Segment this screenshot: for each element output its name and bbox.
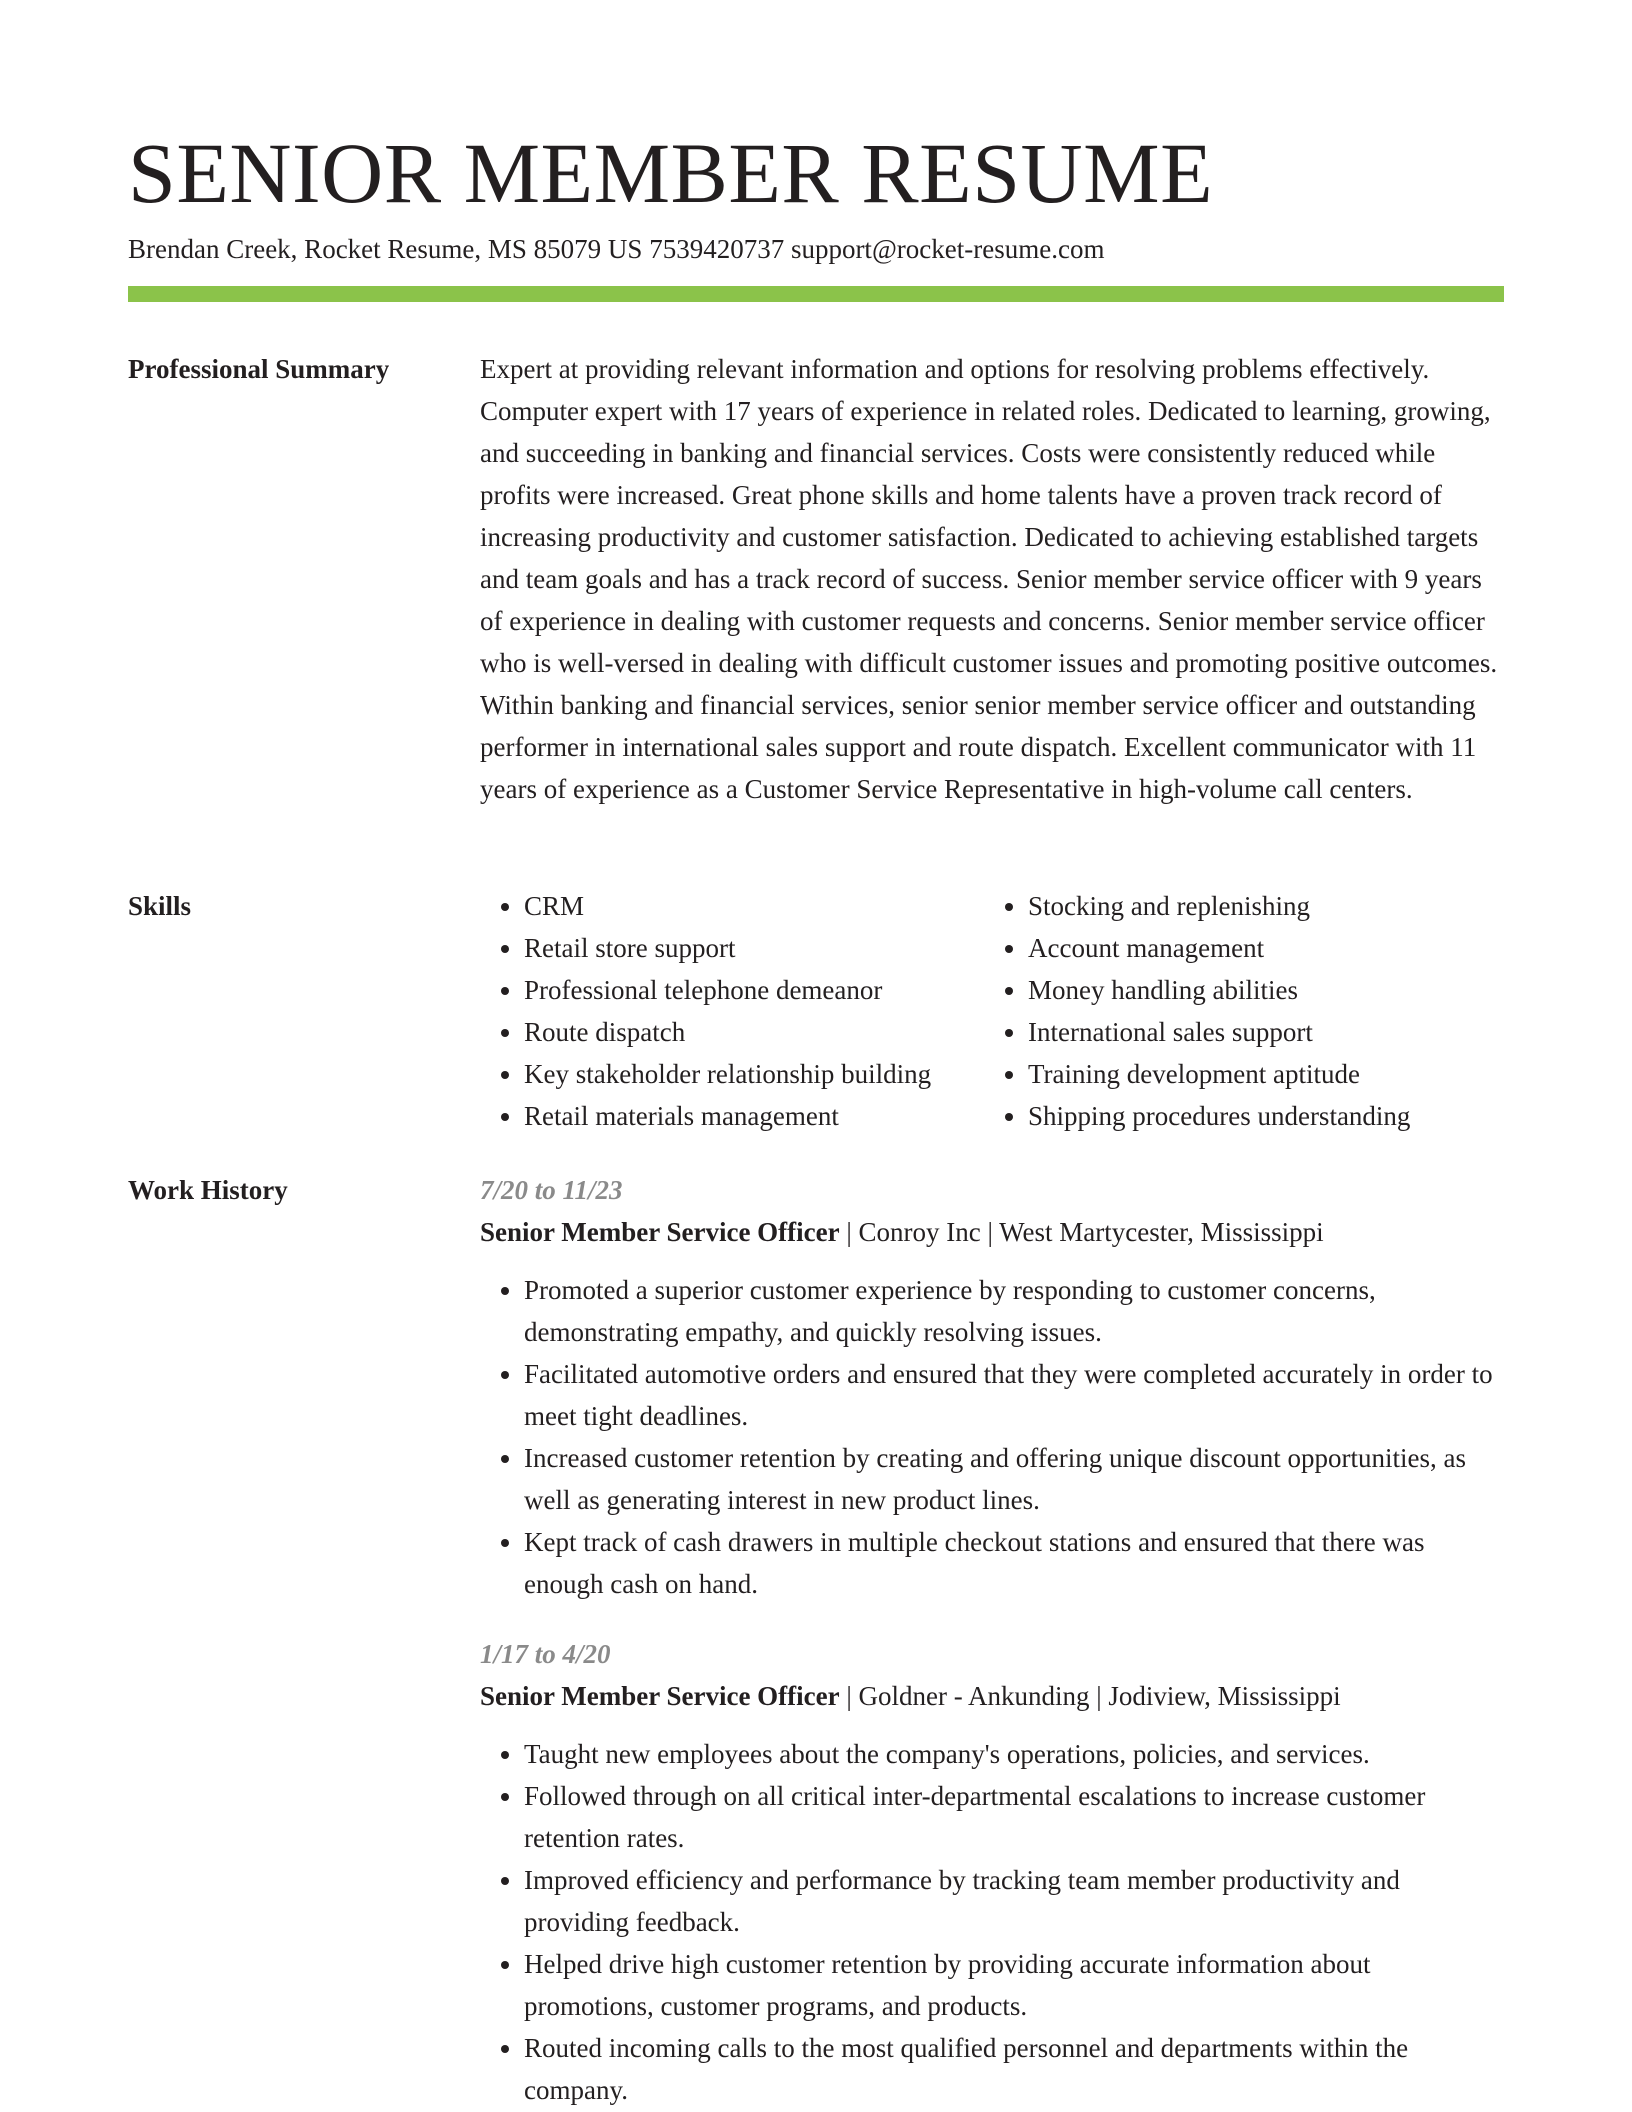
skills-column-2: [984, 885, 1488, 1137]
job-entry: [480, 1633, 1504, 2111]
job-dates: 1/17 to 4/20: [480, 1639, 611, 1669]
summary-body: [480, 348, 1504, 810]
contact-line: [128, 230, 1104, 268]
contact-email: support@rocket-resume.com: [790, 234, 1105, 264]
job-dates: 7/20 to 11/23: [480, 1175, 623, 1205]
job-bullet: • Taught new employees about the company's operations, policies, and services.: [524, 1733, 1504, 1775]
skill-item: • Money handling abilities: [1028, 969, 1488, 1011]
skill-item: • Retail store support: [524, 927, 984, 969]
header-divider: [128, 286, 1504, 302]
job-bullet: • Improved efficiency and performance by tracking team member productivity and providing feedback.: [524, 1859, 1504, 1943]
skill-item: • Key stakeholder relationship building: [524, 1053, 984, 1095]
job-company: | Conroy Inc: [840, 1217, 981, 1247]
contact-phone: 7539420737: [649, 234, 785, 264]
job-bullet: • Kept track of cash drawers in multiple checkout stations and ensured that there was enough cash on hand.: [524, 1521, 1504, 1605]
summary-text: Expert at providing relevant information and options for resolving problems effectively. Computer expert with 17 years of experience in related roles. Dedicated to learning, growing, and succeeding in banking and financial services. Costs were consistently reduced while profits were increased. Great phone skills and home talents have a proven track record of increasing productivity and customer satisfaction. Dedicated to achieving established targets and team goals and has a track record of success. Senior member service officer with 9 years of experience in dealing with customer requests and concerns. Senior member service officer who is well-versed in dealing with difficult customer issues and promoting positive outcomes. Within banking and financial services, senior senior member service officer and outstanding performer in international sales support and route dispatch. Excellent communicator with 11 years of experience as a Customer Service Representative in high-volume call centers.: [480, 354, 1498, 804]
skill-item: • Shipping procedures understanding: [1028, 1095, 1488, 1137]
job-bullet: • Increased customer retention by creating and offering unique discount opportunities, as well as generating interest in new product lines.: [524, 1437, 1504, 1521]
job-entry: [480, 1169, 1504, 1605]
skill-item: • Training development aptitude: [1028, 1053, 1488, 1095]
skills-body: [480, 885, 1504, 1137]
skill-item: • CRM: [524, 885, 984, 927]
job-header: [480, 1675, 1504, 1717]
job-bullet: • Followed through on all critical inter-departmental escalations to increase customer retention rates.: [524, 1775, 1504, 1859]
job-role: Senior Member Service Officer: [480, 1217, 840, 1247]
job-location: | West Martycester, Mississippi: [981, 1217, 1324, 1247]
job-company: | Goldner - Ankunding: [840, 1681, 1090, 1711]
skill-item: • Account management: [1028, 927, 1488, 969]
skill-item: • Professional telephone demeanor: [524, 969, 984, 1011]
skill-item: • Route dispatch: [524, 1011, 984, 1053]
job-bullet: • Routed incoming calls to the most qualified personnel and departments within the company.: [524, 2027, 1504, 2111]
contact-address: Brendan Creek, Rocket Resume, MS 85079 US: [128, 234, 643, 264]
job-bullets: [480, 1269, 1504, 1605]
job-location: | Jodiview, Mississippi: [1090, 1681, 1341, 1711]
job-bullet: • Facilitated automotive orders and ensured that they were completed accurately in order to meet tight deadlines.: [524, 1353, 1504, 1437]
summary-heading: Professional Summary: [128, 354, 390, 384]
job-bullets: [480, 1733, 1504, 2111]
work-history-heading: Work History: [128, 1175, 288, 1205]
work-history-body: [480, 1169, 1504, 2111]
resume-title: SENIOR MEMBER RESUME: [128, 125, 1214, 221]
skills-column-1: [480, 885, 984, 1137]
job-role: Senior Member Service Officer: [480, 1681, 840, 1711]
skills-heading: Skills: [128, 891, 192, 921]
skill-item: • International sales support: [1028, 1011, 1488, 1053]
job-bullet: • Helped drive high customer retention by providing accurate information about promotions, customer programs, and products.: [524, 1943, 1504, 2027]
job-bullet: • Promoted a superior customer experience by responding to customer concerns, demonstrating empathy, and quickly resolving issues.: [524, 1269, 1504, 1353]
job-header: [480, 1211, 1504, 1253]
skill-item: • Retail materials management: [524, 1095, 984, 1137]
skill-item: • Stocking and replenishing: [1028, 885, 1488, 927]
